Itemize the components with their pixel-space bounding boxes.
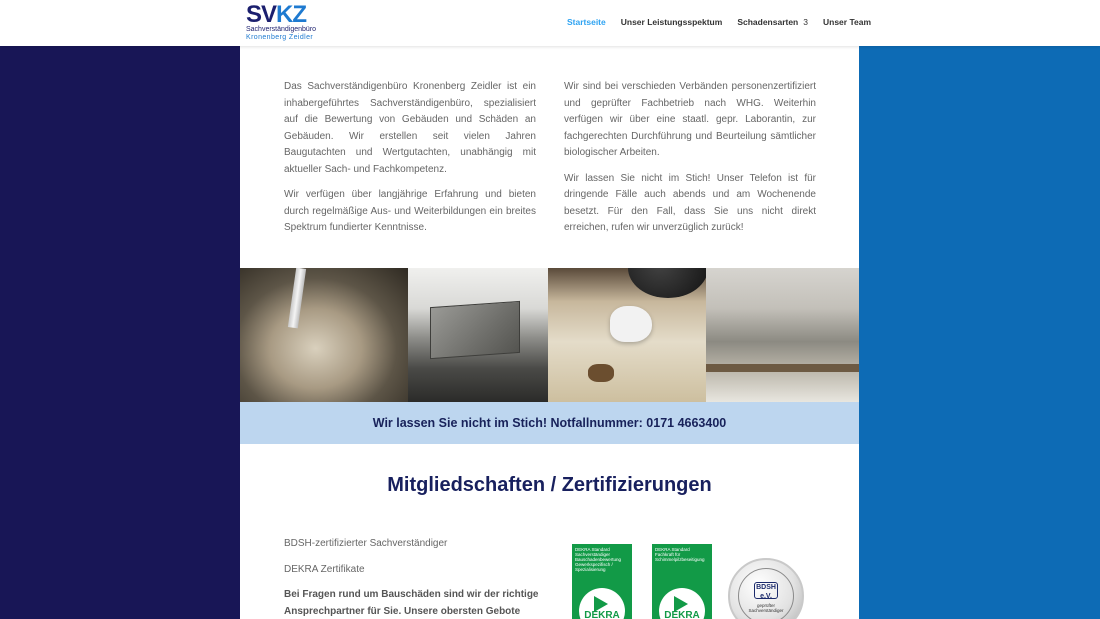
bdsh-logo-icon: BDSH e.V. [754, 582, 778, 599]
right-background-band [859, 46, 1100, 619]
bdsh-seal-subtitle: geprüfter Sachverständiger [748, 603, 784, 613]
logo-line-2: Kronenberg Zeidler [246, 34, 314, 41]
dekra-badge-1-caption: DEKRA Standard Sachverständiger Bauschadenbewertung Gewerkspezifisch / Spezialisierung [575, 547, 622, 572]
site-header [0, 0, 1100, 46]
nav-item-schadensarten[interactable] [737, 17, 808, 27]
intro-right-paragraph-1: Wir sind bei verschieden Verbänden personenzertifiziert und geprüfter Fachbetrieb nach WHG. Weiterhin verfügen wir über eine staatl. gepr. Laborantin, zur fachgerechten Durchführung und Beurteilung sämtlicher biologischer Arbeiten. [564, 81, 816, 158]
certifications-text [284, 536, 544, 619]
logo-mark: SVKZ [246, 1, 307, 28]
nav-item-schadensarten-label: Schadensarten [737, 17, 799, 27]
cert-item-bdsh: BDSH-zertifizierter Sachverständiger [284, 538, 448, 549]
intro-column-left [284, 79, 536, 246]
photo-concrete-core [240, 268, 408, 402]
nav-item-team[interactable]: Unser Team [823, 17, 872, 27]
emergency-notice-text: Wir lassen Sie nicht im Stich! Notfallnummer: 0171 4663400 [372, 416, 727, 430]
site-logo[interactable] [246, 1, 317, 42]
photo-strip [240, 268, 859, 402]
photo-floor-layers [706, 268, 859, 402]
nav-item-leistungsspektum[interactable]: Unser Leistungsspektum [620, 17, 723, 27]
intro-right-paragraph-2: Wir lassen Sie nicht im Stich! Unser Telefon ist für dringende Fälle auch abends und am Wochenende besetzt. Für den Fall, dass Sie uns nicht direkt erreichen, rufen wir unverzüglich zurück! [564, 172, 816, 233]
left-background-band [0, 46, 240, 619]
main-content [240, 46, 859, 619]
photo-gloved-inspection [548, 268, 706, 402]
intro-column-right [564, 79, 816, 246]
photo-stone-block [408, 268, 548, 402]
emergency-notice-bar [240, 402, 859, 444]
bdsh-seal [728, 558, 804, 619]
logo-line-1: Sachverständigenbüro [246, 26, 317, 33]
dekra-badge-2-word: DEKRA [664, 610, 700, 619]
dekra-badge-1-word: DEKRA [584, 610, 620, 619]
dekra-badge-bauschaden [572, 544, 632, 619]
nav-item-startseite[interactable]: Startseite [567, 17, 606, 27]
dekra-badge-2-caption: DEKRA Standard Fachkraft für Schimmelpilzbeseitigung [655, 547, 705, 562]
intro-left-paragraph-1: Das Sachverständigenbüro Kronenberg Zeidler ist ein inhabergeführtes Sachverständigenbüro, spezialisiert auf die Bewertung von Gebäuden und Schäden an Gebäuden. Wir erstellen seit vielen Jahren Baugutachten und Wertgutachten, unabhängig mit aktueller Sach- und Fachkompetenz. [284, 81, 536, 175]
cert-closing-text: Bei Fragen rund um Bauschäden sind wir der richtige Ansprechpartner für Sie. Unsere obersten Gebote [284, 589, 539, 617]
dekra-badge-schimmelpilz [652, 544, 712, 619]
intro-left-paragraph-2: Wir verfügen über langjährige Erfahrung und bieten durch regelmäßige Aus- und Weiterbildungen ein breites Spektrum fundierter Kenntnisse. [284, 189, 536, 233]
main-nav [567, 17, 886, 27]
certifications-title: Mitgliedschaften / Zertifizierungen [387, 474, 712, 496]
cert-item-dekra: DEKRA Zertifikate [284, 563, 365, 575]
submenu-indicator-icon: 3 [803, 17, 808, 27]
